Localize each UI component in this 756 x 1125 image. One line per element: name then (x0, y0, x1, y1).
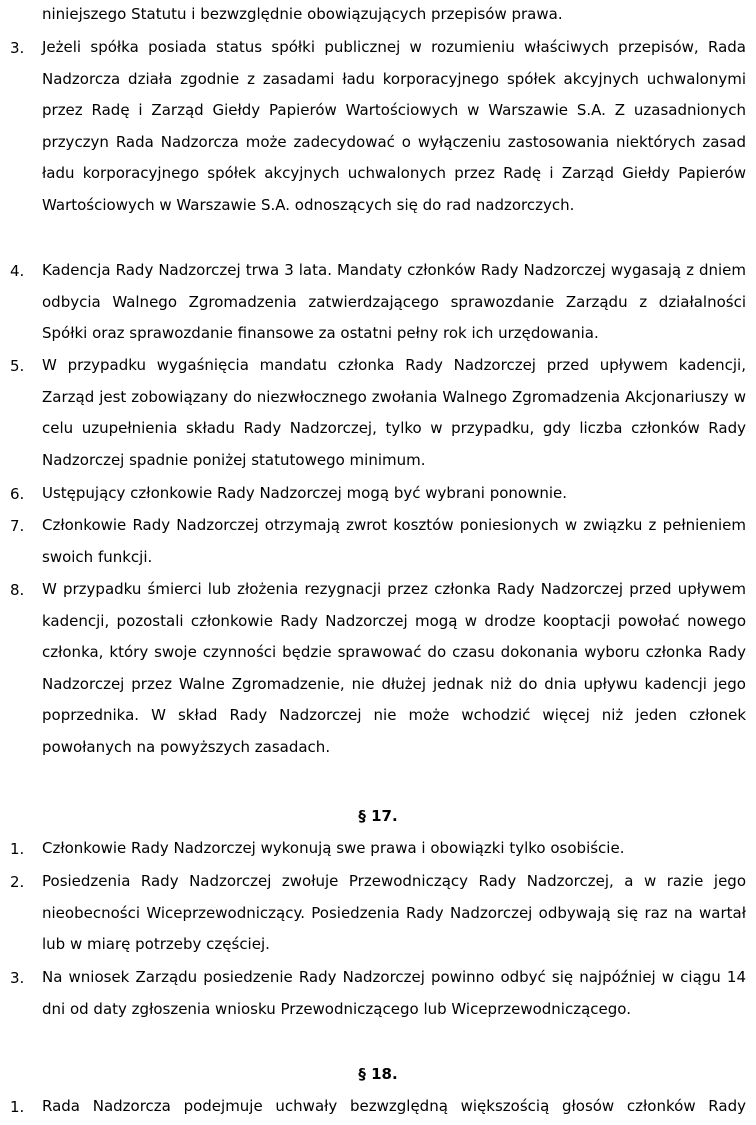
list-item-text: Na wniosek Zarządu posiedzenie Rady Nadzorczej powinno odbyć się najpóźniej w ciągu 14 dni od daty zgłoszenia wniosku Przewodniczącego lub Wiceprzewodniczącego. (42, 968, 746, 1018)
list-item-number: 1. (10, 1098, 25, 1116)
list-item-text: Kadencja Rady Nadzorczej trwa 3 lata. Mandaty członków Rady Nadzorczej wygasają z dniem odbycia Walnego Zgromadzenia zatwierdzającego sprawozdanie Zarządu z działalności Spółki oraz sprawozdanie finansowe za ostatni pełny rok ich urzędowania. (42, 261, 746, 342)
list-item-text: Ustępujący członkowie Rady Nadzorczej mogą być wybrani ponownie. (42, 484, 568, 502)
list-item-number: 1. (10, 840, 25, 858)
list-item-number: 3. (10, 39, 25, 57)
list-item-text: Rada Nadzorcza podejmuje uchwały bezwzględną większością głosów członków Rady (42, 1097, 746, 1115)
list-item-text: W przypadku śmierci lub złożenia rezygnacji przez członka Rady Nadzorczej przed upływem kadencji, pozostali członkowie Rady Nadzorczej mogą w drodze kooptacji powołać nowego członka, który swoje czynności będzie sprawować do czasu dokonania wyboru członka Rady Nadzorczej przez Walne Zgromadzenie, nie dłużej jednak niż do dnia upływu kadencji jego poprzednika. W skład Rady Nadzorczej nie może wchodzić więcej niż jeden członek powołanych na powyższych zasadach. (42, 580, 746, 756)
section-17-heading: § 17. (358, 807, 398, 825)
continuation-text: niniejszego Statutu i bezwzględnie obowiązujących przepisów prawa. (42, 5, 563, 23)
list-item-text: W przypadku wygaśnięcia mandatu członka Rady Nadzorczej przed upływem kadencji, Zarząd jest zobowiązany do niezwłocznego zwołania Walnego Zgromadzenia Akcjonariuszy w celu uzupełnienia składu Rady Nadzorczej, tylko w przypadku, gdy liczba członków Rady Nadzorczej spadnie poniżej statutowego minimum. (42, 356, 746, 469)
list-item-number: 5. (10, 357, 25, 375)
list-item-text: Członkowie Rady Nadzorczej otrzymają zwrot kosztów poniesionych w związku z pełnieniem swoich funkcji. (42, 516, 746, 566)
list-item-number: 8. (10, 581, 25, 599)
list-item-number: 3. (10, 969, 25, 987)
list-item-number: 6. (10, 485, 25, 503)
section-18-heading: § 18. (358, 1065, 398, 1083)
list-item-text: Jeżeli spółka posiada status spółki publicznej w rozumieniu właściwych przepisów, Rada Nadzorcza działa zgodnie z zasadami ładu korporacyjnego spółek akcyjnych uchwalonymi przez Radę i Zarząd Giełdy Papierów Wartościowych w Warszawie S.A. Z uzasadnionych przyczyn Rada Nadzorcza może zadecydować o wyłączeniu zastosowania niektórych zasad ładu korporacyjnego spółek akcyjnych uchwalonych przez Radę i Zarząd Giełdy Papierów Wartościowych w Warszawie S.A. odnoszących się do rad nadzorczych. (42, 38, 746, 214)
list-item-number: 7. (10, 517, 25, 535)
list-item-text: Posiedzenia Rady Nadzorczej zwołuje Przewodniczący Rady Nadzorczej, a w razie jego nieobecności Wiceprzewodniczący. Posiedzenia Rady Nadzorczej odbywają się raz na wartał lub w miarę potrzeby częściej. (42, 872, 746, 953)
list-item-number: 2. (10, 873, 25, 891)
list-item-number: 4. (10, 262, 25, 280)
list-item-text: Członkowie Rady Nadzorczej wykonują swe prawa i obowiązki tylko osobiście. (42, 839, 625, 857)
